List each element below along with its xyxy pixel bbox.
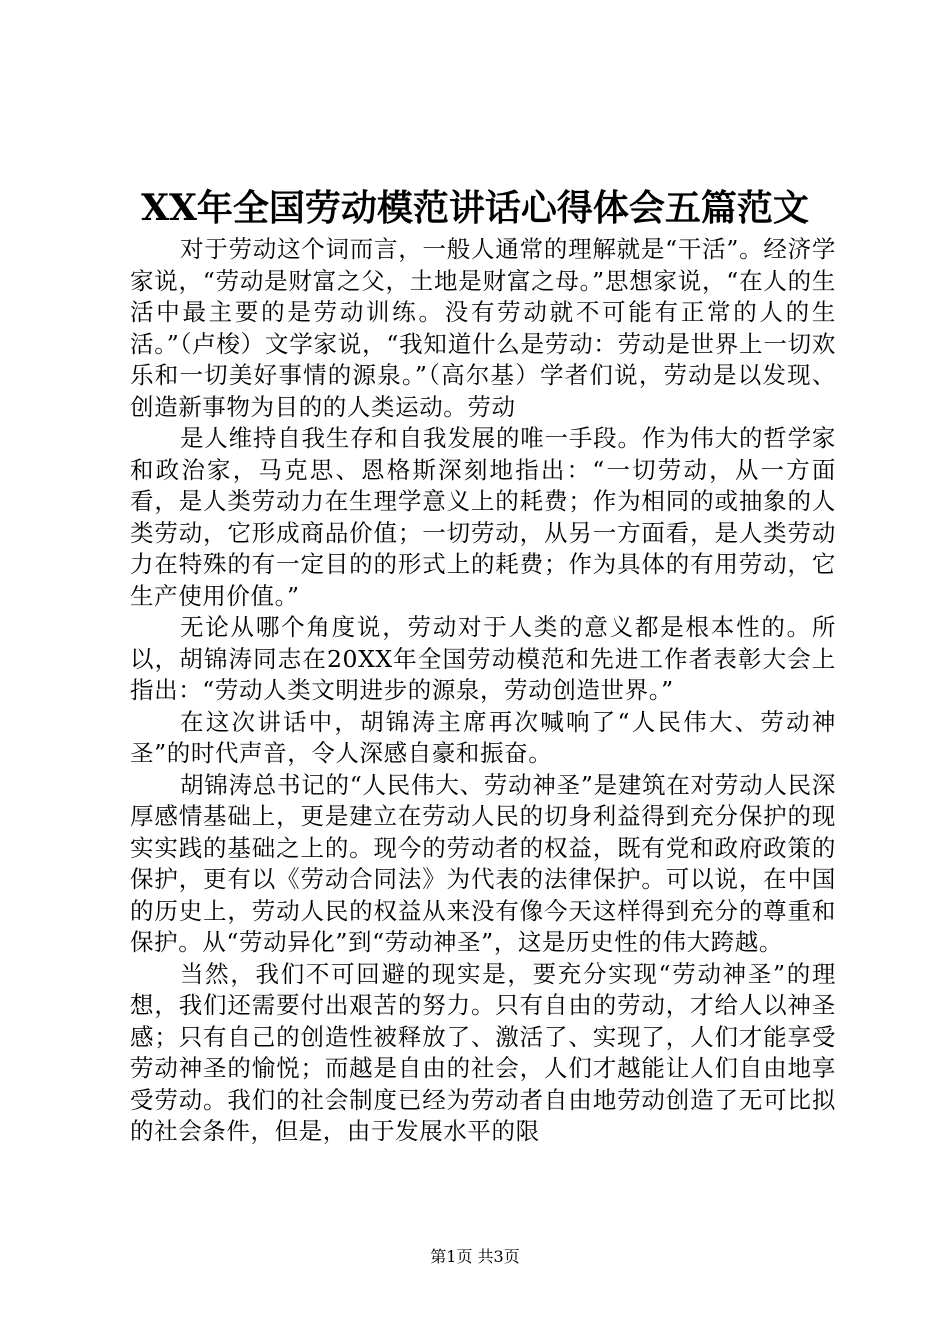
paragraph: 是人维持自我生存和自我发展的唯一手段。作为伟大的哲学家和政治家，马克思、恩格斯深刻地指出：“一切劳动，从一方面看，是人类劳动力在生理学意义上的耗费；作为相同的或抽象的人类劳动，它形成商品价值；一切劳动，从另一方面看，是人类劳动力在特殊的有一定目的的形式上的耗费；作为具体的有用劳动，它生产使用价值。” xyxy=(130,424,836,610)
document-title: XX年全国劳动模范讲话心得体会五篇范文 xyxy=(141,187,809,229)
document-body xyxy=(130,234,836,1148)
paragraph: 无论从哪个角度说，劳动对于人类的意义都是根本性的。所以，胡锦涛同志在20XX年全国劳动模范和先进工作者表彰大会上指出：“劳动人类文明进步的源泉，劳动创造世界。” xyxy=(130,613,836,704)
paragraph: 胡锦涛总书记的“人民伟大、劳动神圣”是建筑在对劳动人民深厚感情基础上，更是建立在劳动人民的切身利益得到充分保护的现实实践的基础之上的。现今的劳动者的权益，既有党和政府政策的保护，更有以《劳动合同法》为代表的法律保护。可以说，在中国的历史上，劳动人民的权益从来没有像今天这样得到充分的尊重和保护。从“劳动异化”到“劳动神圣”，这是历史性的伟大跨越。 xyxy=(130,770,836,956)
paragraph: 当然，我们不可回避的现实是，要充分实现“劳动神圣”的理想，我们还需要付出艰苦的努力。只有自由的劳动，才给人以神圣感；只有自己的创造性被释放了、激活了、实现了，人们才能享受劳动神圣的愉悦；而越是自由的社会，人们才越能让人们自由地享受劳动。我们的社会制度已经为劳动者自由地劳动创造了无可比拟的社会条件，但是，由于发展水平的限 xyxy=(130,959,836,1145)
page-number-footer: 第1页 共3页 xyxy=(430,1247,520,1266)
paragraph: 对于劳动这个词而言，一般人通常的理解就是“干活”。经济学家说，“劳动是财富之父，土地是财富之母。”思想家说，“在人的生活中最主要的是劳动训练。没有劳动就不可能有正常的人的生活。”（卢梭）文学家说，“我知道什么是劳动：劳动是世界上一切欢乐和一切美好事情的源泉。”（高尔基）学者们说，劳动是以发现、创造新事物为目的的人类运动。劳动 xyxy=(130,235,836,421)
paragraph: 在这次讲话中，胡锦涛主席再次喊响了“人民伟大、劳动神圣”的时代声音，令人深感自豪和振奋。 xyxy=(130,707,836,767)
